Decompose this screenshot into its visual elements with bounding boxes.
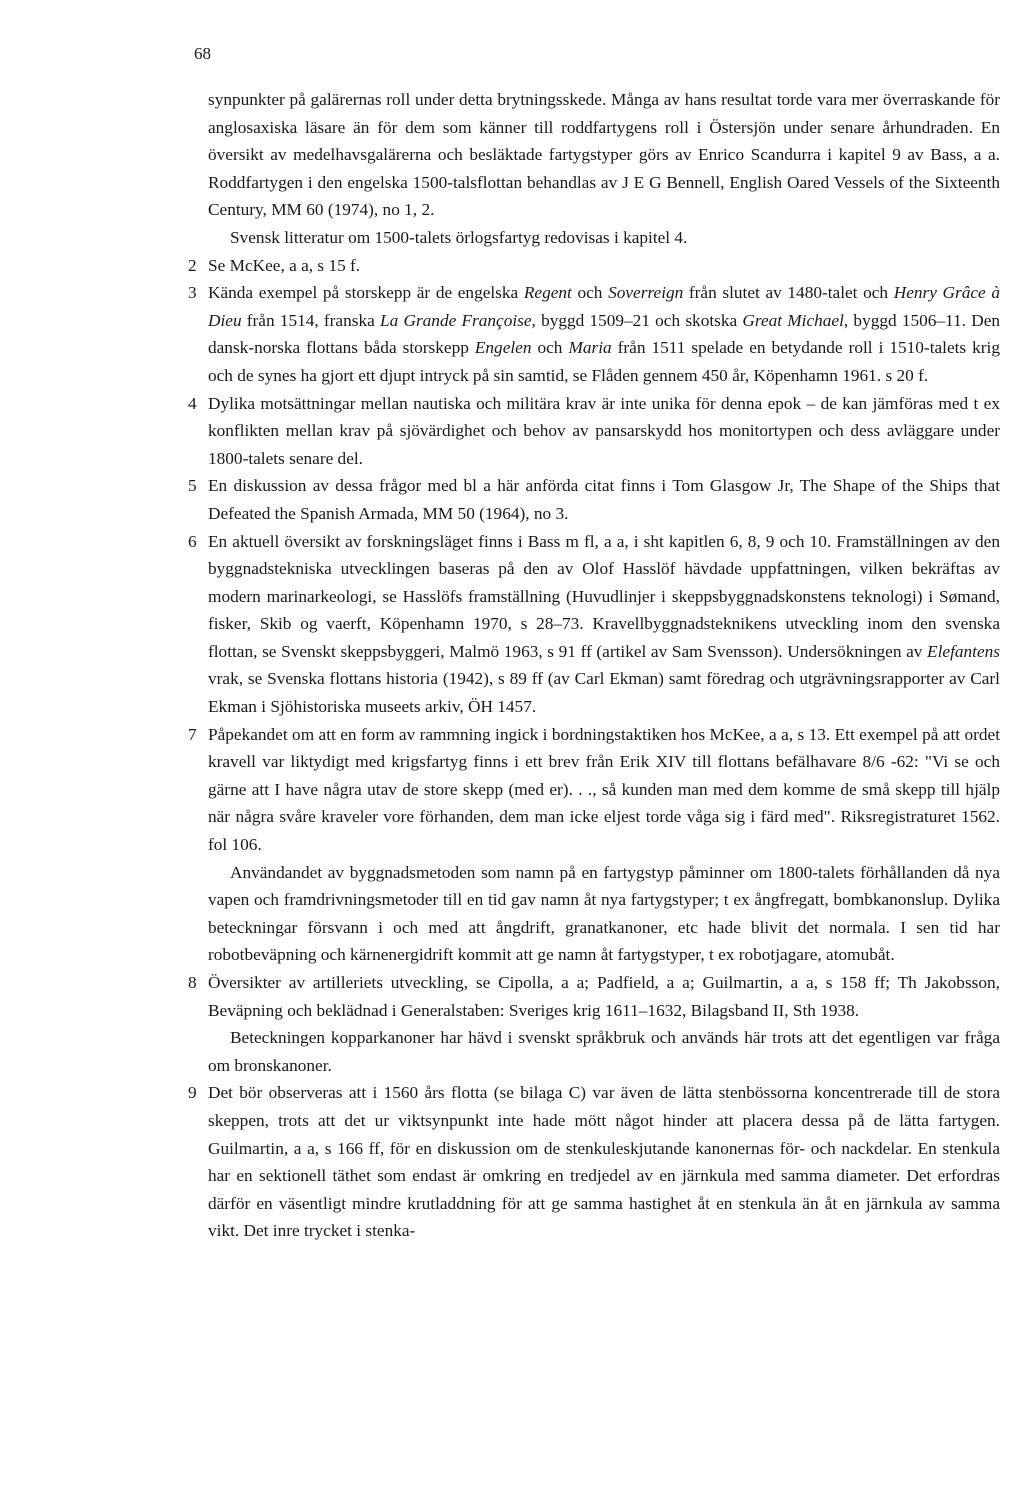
footnote-8	[188, 969, 1000, 1079]
footnote-paragraph: Det bör observeras att i 1560 års flotta (se bilaga C) var även de lätta stenbössorna koncentrerade till de stora skeppen, trots att det ur viktsynpunkt inte hade mött något hinder att placera dessa på de lätta fartygen. Guilmartin, a a, s 166 ff, för en diskussion om de stenkuleskjutande kanonernas för- och nackdelar. En stenkula har en sektionell täthet som endast är omkring en tredjedel av en järnkula med samma diameter. Det erfordras därför en väsentligt mindre krutladdning för att ge samma hastighet åt en stenkula än åt en järnkula av samma vikt. Det inre trycket i stenka-	[208, 1083, 1000, 1241]
footnote-paragraph: Påpekandet om att en form av rammning ingick i bordningstaktiken hos McKee, a a, s 13. Ett exempel på att ordet kravell var liktydigt med krigsfartyg finns i ett brev från Erik XIV till flottans befälhavare 8/6 -62: "Vi se och gärne att I have några utav de store skepp (med er). . ., så kunden man med dem komme de små skepp till hjälp när några svåre kraveler vore förhanden, dem man icke eljest torde våga sig i färd med". Riksregistraturet 1562. fol 106.	[208, 724, 1000, 855]
footnote-2	[188, 252, 1000, 280]
footnote-3	[188, 279, 1000, 389]
footnote-paragraph: En diskussion av dessa frågor med bl a här anförda citat finns i Tom Glasgow Jr, The Shape of the Ships that Defeated the Spanish Armada, MM 50 (1964), no 3.	[208, 476, 1000, 523]
footnote-number: 4	[188, 393, 197, 413]
footnote-4	[188, 390, 1000, 473]
footnotes	[188, 86, 1000, 1245]
footnote-9	[188, 1079, 1000, 1245]
footnote-number: 9	[188, 1083, 197, 1103]
footnote-paragraph: Svensk litteratur om 1500-talets örlogsfartyg redovisas i kapitel 4.	[230, 227, 688, 247]
footnote-paragraph: En aktuell översikt av forskningsläget finns i Bass m fl, a a, i sht kapitlen 6, 8, 9 och 10. Framställningen av den byggnadstekniska utvecklingen baseras på den av Olof Hasslöf hävdade uppfattningen, vilken bekräftas av modern marinarkeologi, se Hasslöfs framställning (Huvudlinjer i skeppsbyggnadskonstens teknologi) i Sømand, fisker, Skib og vaerft, Köpenhamn 1970, s 28–73. Kravellbyggnadsteknikens utveckling inom den svenska flottan, se Svenskt skeppsbyggeri, Malmö 1963, s 91 ff (artikel av Sam Svensson). Undersökningen av Elefantens vrak, se Svenska flottans historia (1942), s 89 ff (av Carl Ekman) samt föredrag och utgrävningsrapporter av Carl Ekman i Sjöhistoriska museets arkiv, ÖH 1457.	[208, 531, 1000, 717]
footnote-continuation	[188, 86, 1000, 252]
footnote-paragraph: Beteckningen kopparkanoner har hävd i svenskt språkbruk och används här trots att det egentligen var fråga om bronskanoner.	[208, 1028, 1000, 1075]
footnote-5	[188, 472, 1000, 527]
footnote-paragraph: Dylika motsättningar mellan nautiska och militära krav är inte unika för denna epok – de kan jämföras med t ex konflikten mellan krav på sjövärdighet och behov av pansarskydd hos monitortypen och dess avläggare under 1800-talets senare del.	[208, 393, 1000, 468]
footnote-number: 8	[188, 973, 197, 992]
footnote-number: 2	[188, 255, 197, 275]
footnote-paragraph: synpunkter på galärernas roll under detta brytningsskede. Många av hans resultat torde vara mer överraskande för anglosaxiska läsare än för dem som känner till roddfartygens roll i Östersjön under senare århundraden. En översikt av medelhavsgalärerna och besläktade fartygstyper görs av Enrico Scandurra i kapitel 9 av Bass, a a. Roddfartygen i den engelska 1500-talsflottan behandlas av J E G Bennell, English Oared Vessels of the Sixteenth Century, MM 60 (1974), no 1, 2.	[208, 90, 1000, 220]
footnote-paragraph: Användandet av byggnadsmetoden som namn på en fartygstyp påminner om 1800-talets förhållanden då nya vapen och framdrivningsmetoder till en tid gav namn åt nya fartygstyper; t ex ångfregatt, bombkanonslup. Dylika beteckningar försvann i och med att ångdrift, granatkanoner, etc hade blivit det normala. I sen tid har robotbeväpning och kärnenergidrift kommit att ge namn åt fartygstyper, t ex robotjagare, atomubåt.	[208, 862, 1000, 965]
footnote-number: 6	[188, 531, 197, 551]
footnote-number: 5	[188, 476, 197, 496]
page-number: 68	[194, 44, 211, 63]
footnote-paragraph: Se McKee, a a, s 15 f.	[208, 255, 361, 275]
footnote-6	[188, 528, 1000, 721]
footnote-paragraph: Kända exempel på storskepp är de engelska Regent och Soverreign från slutet av 1480-talet och Henry Grâce à Dieu från 1514, franska La Grande Françoise, byggd 1509–21 och skotska Great Michael, byggd 1506–11. Den dansk-norska flottans båda storskepp Engelen och Maria från 1511 spelade en betydande roll i 1510-talets krig och de synes ha gjort ett djupt intryck på sin samtid, se Flåden gennem 450 år, Köpenhamn 1961. s 20 f.	[208, 283, 1001, 385]
footnote-7	[188, 721, 1000, 969]
footnote-paragraph: Översikter av artilleriets utveckling, se Cipolla, a a; Padfield, a a; Guilmartin, a a, s 158 ff; Th Jakobsson, Beväpning och beklädnad i Generalstaben: Sveriges krig 1611–1632, Bilagsband II, Sth 1938.	[208, 973, 1000, 1020]
footnote-number: 3	[188, 283, 197, 303]
footnote-number: 7	[188, 724, 197, 744]
